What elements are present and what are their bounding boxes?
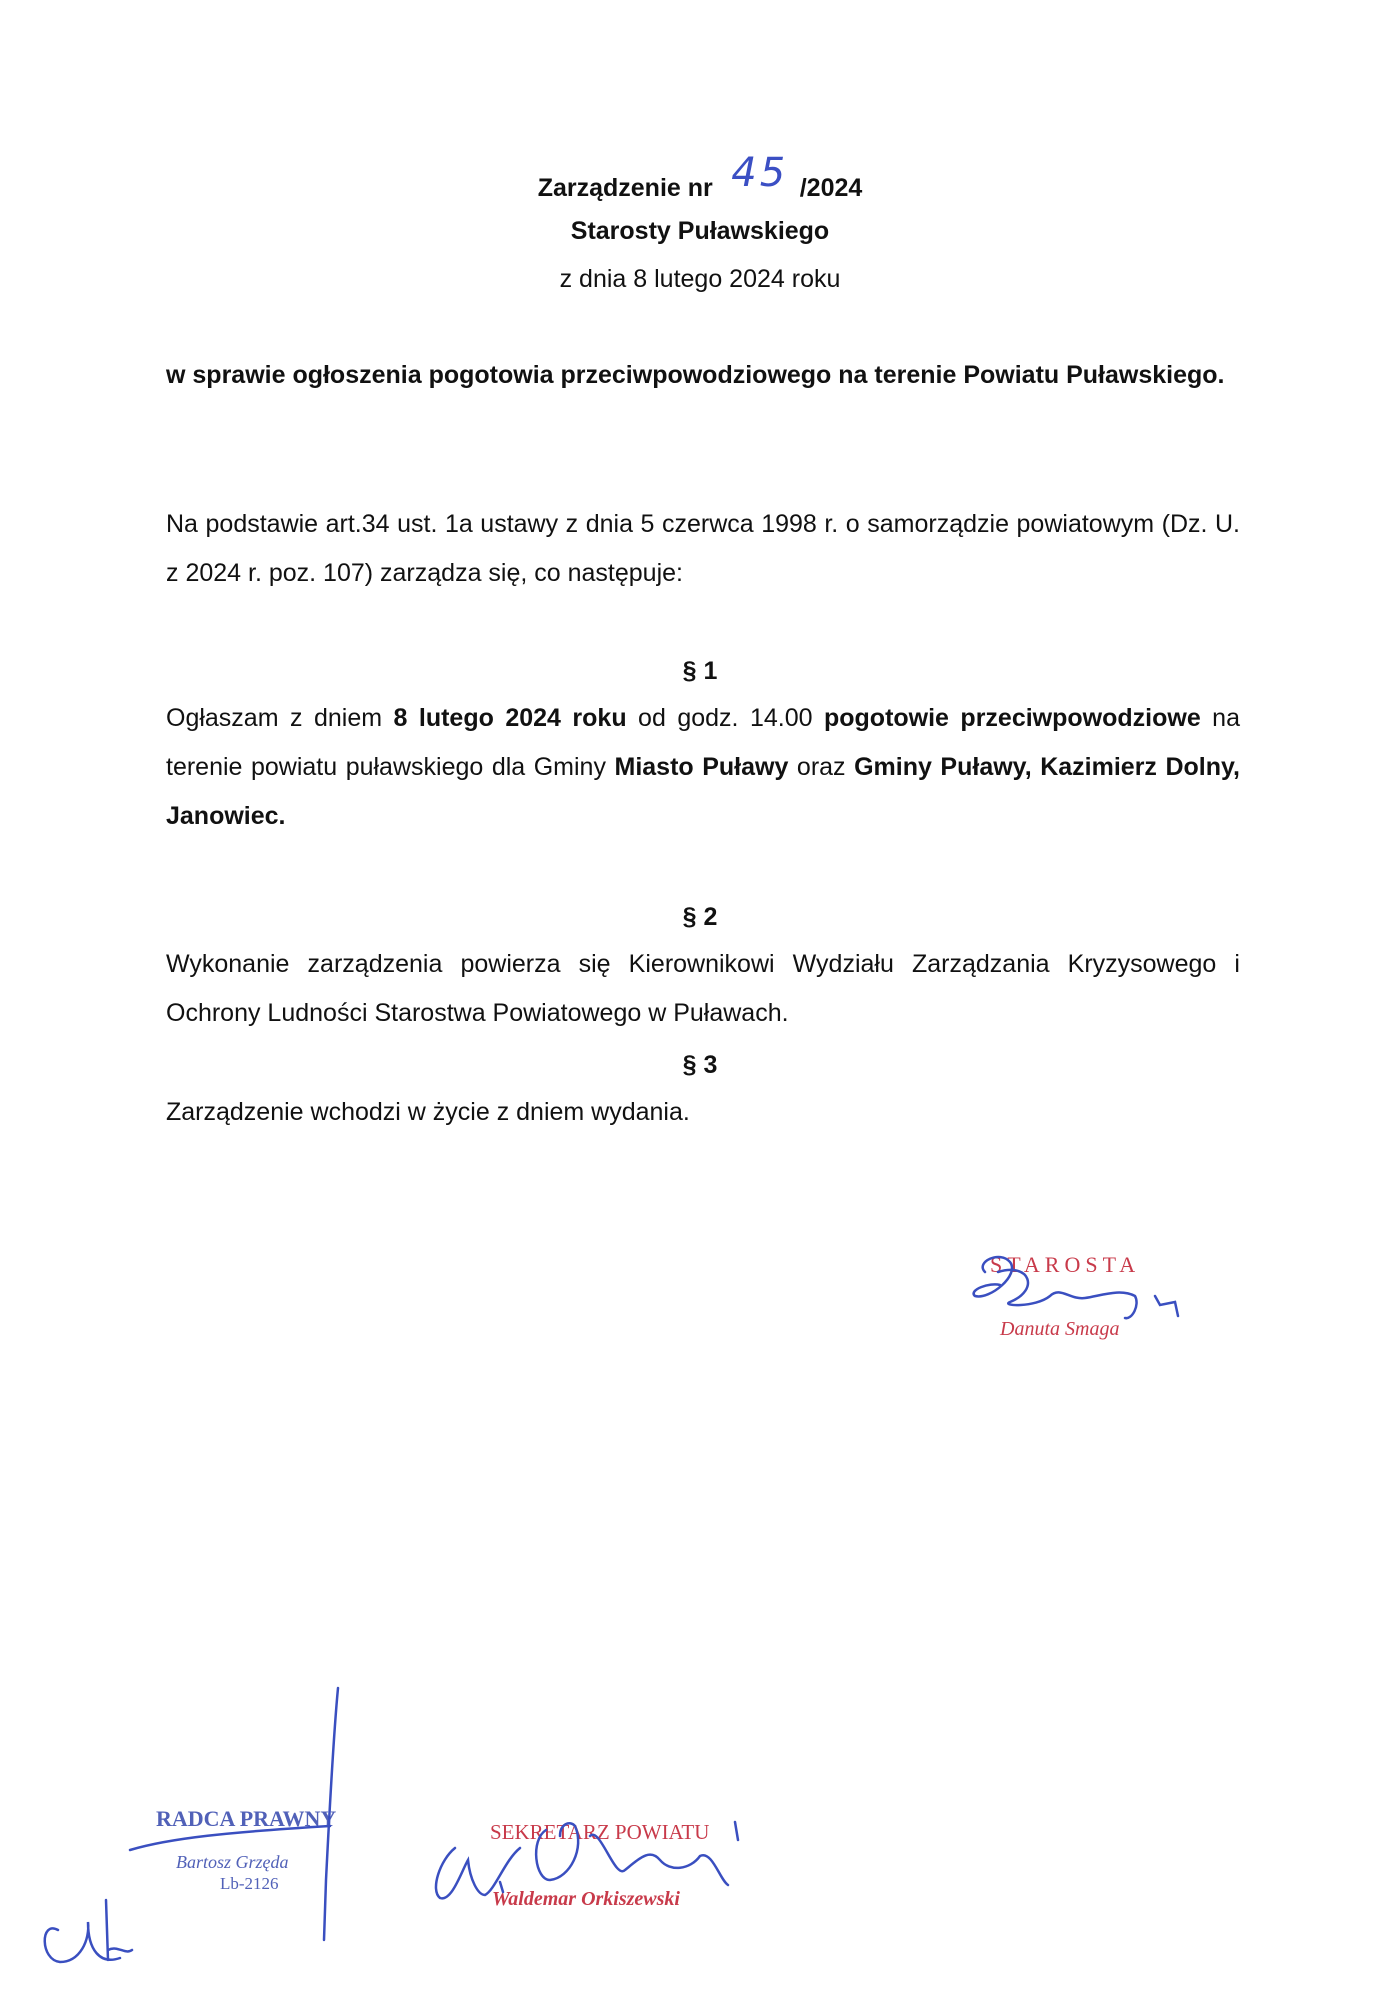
radca-stamp-title: RADCA PRAWNY xyxy=(156,1806,337,1831)
sekretarz-stamp-title: SEKRETARZ POWIATU xyxy=(490,1820,710,1844)
subject-paragraph: w sprawie ogłoszenia pogotowia przeciwpowodziowego na terenie Powiatu Puławskiego. xyxy=(166,361,1225,389)
section-1-text xyxy=(166,694,1240,841)
issuer-line: Starosty Puławskiego xyxy=(570,217,830,245)
document-title xyxy=(0,150,1400,203)
sekretarz-stamp-name: Waldemar Orkiszewski xyxy=(492,1888,680,1910)
section-1-part: pogotowie przeciwpowodziowe xyxy=(823,704,1201,732)
section-1-part: 8 lutego 2024 roku xyxy=(393,704,627,732)
legal-basis-paragraph: Na podstawie art.34 ust. 1a ustawy z dnia 5 czerwca 1998 r. o samorządzie powiatowym (Dz. U. z 2024 r. poz. 107) zarządza się, co następuje: xyxy=(166,510,1240,587)
section-2-text: Wykonanie zarządzenia powierza się Kierownikowi Wydziału Zarządzania Kryzysowego i Ochrony Ludności Starostwa Powiatowego w Puławach. xyxy=(166,950,1240,1027)
section-1-part: Ogłaszam z dniem xyxy=(166,704,394,732)
section-1-part: Miasto Puławy xyxy=(614,753,789,781)
section-3-text: Zarządzenie wchodzi w życie z dniem wydania. xyxy=(166,1098,690,1126)
starosta-stamp-name: Danuta Smaga xyxy=(1000,1318,1120,1340)
section-mark-2: § 2 xyxy=(682,903,718,931)
section-1-part: Gminy Puławy, Kazimierz Dolny, Janowiec. xyxy=(166,753,1240,830)
section-mark-1: § 1 xyxy=(682,657,718,685)
radca-stamp-number: Lb-2126 xyxy=(220,1874,279,1893)
starosta-stamp-title: STAROSTA xyxy=(990,1252,1141,1277)
radca-stamp-name: Bartosz Grzęda xyxy=(176,1852,289,1872)
title-prefix: Zarządzenie nr xyxy=(537,174,713,202)
section-1-part: od godz. 14.00 xyxy=(626,704,824,732)
section-1-part: oraz xyxy=(788,753,855,781)
section-mark-3: § 3 xyxy=(682,1051,718,1079)
title-suffix: /2024 xyxy=(799,174,863,202)
handwritten-number: 45 xyxy=(731,150,789,196)
date-line: z dnia 8 lutego 2024 roku xyxy=(559,265,841,293)
section-1-part: na terenie powiatu puławskiego dla Gminy xyxy=(166,704,1240,781)
